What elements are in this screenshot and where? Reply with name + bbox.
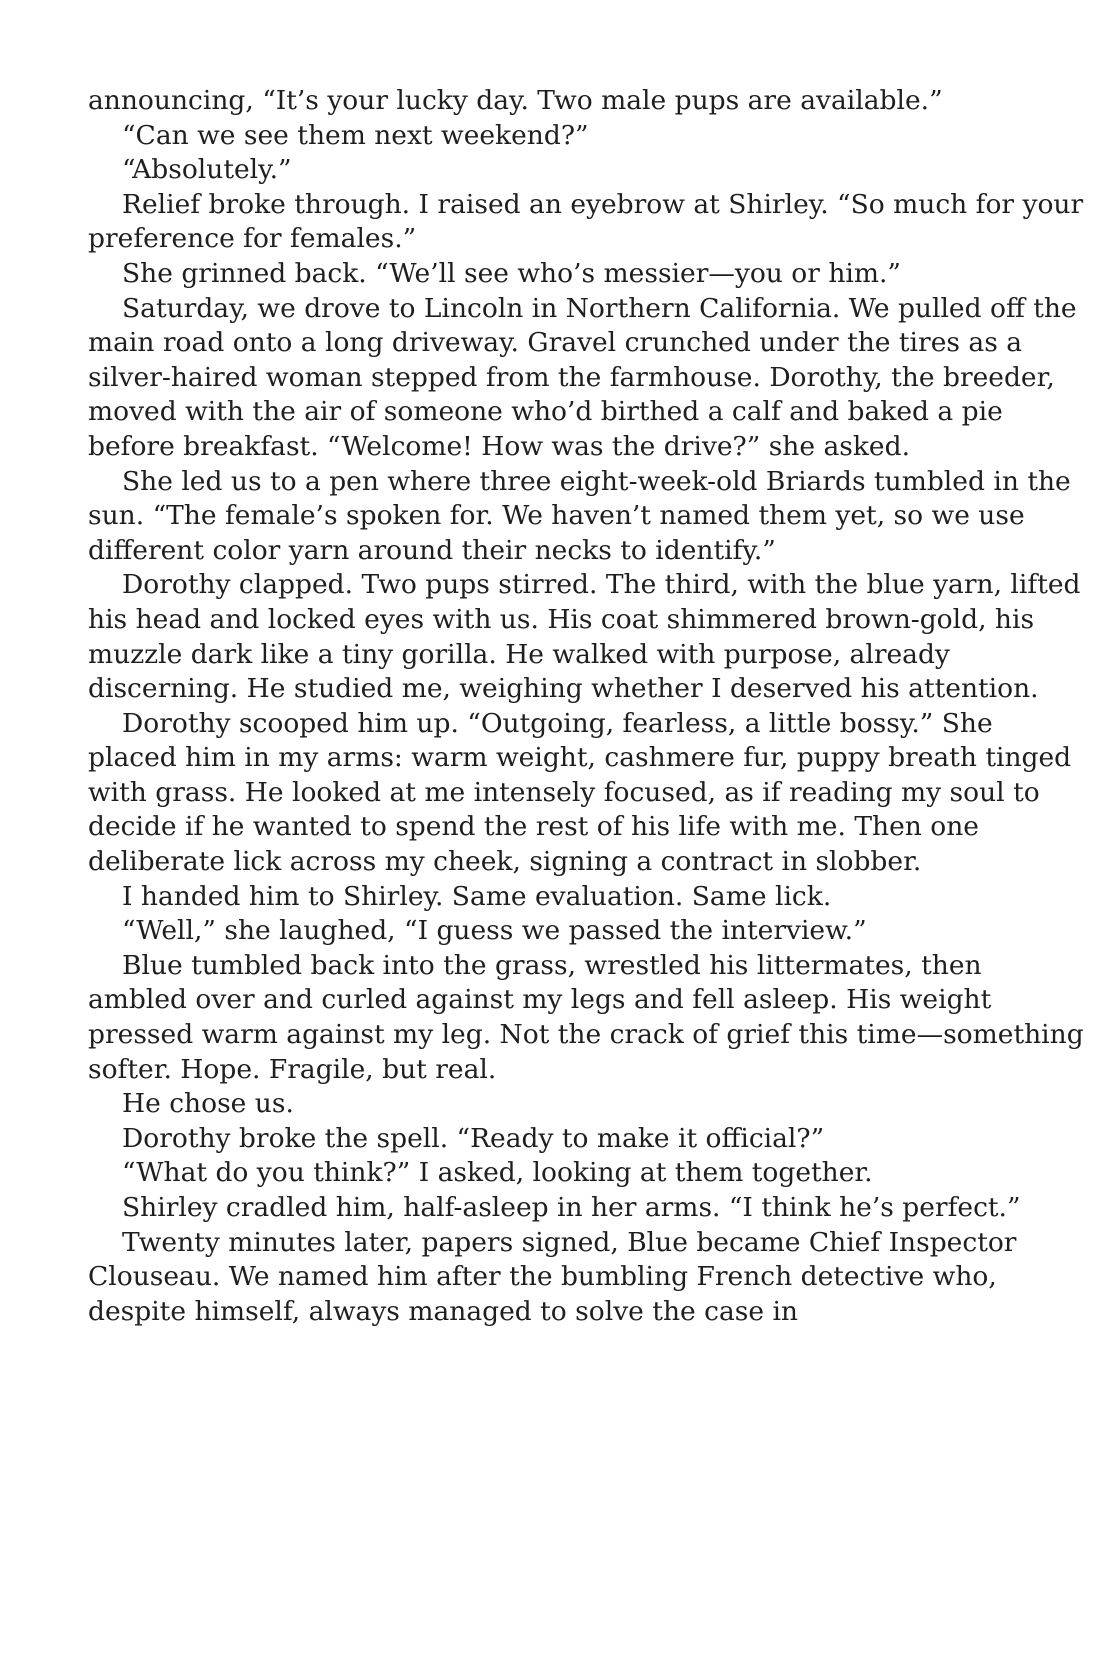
paragraph-7: She led us to a pen where three eight-week-old Briards tumbled in the sun. “The female’s spoken for. We haven’t named them yet, so we use different color yarn around their necks to identify.”: [88, 465, 1071, 566]
paragraph-13: He chose us.: [122, 1088, 294, 1120]
paragraph-8: Dorothy clapped. Two pups stirred. The third, with the blue yarn, lifted his head and locked eyes with us. His coat shimmered brown-gold, his muzzle dark like a tiny gorilla. He walked with purpose, already discerning. He studied me, weighing whether I deserved his attention.: [88, 569, 1081, 705]
paragraph-14: Dorothy broke the spell. “Ready to make it official?”: [122, 1122, 825, 1154]
paragraph-3: “Absolutely.”: [122, 154, 292, 186]
paragraph-4: Relief broke through. I raised an eyebrow at Shirley. “So much for your preference for females.”: [88, 188, 1084, 255]
paragraph-17: Twenty minutes later, papers signed, Blue became Chief Inspector Clouseau. We named him after the bumbling French detective who, despite himself, always managed to solve the case in: [88, 1226, 1017, 1327]
paragraph-11: “Well,” she laughed, “I guess we passed the interview.”: [122, 915, 867, 947]
paragraph-16: Shirley cradled him, half-asleep in her arms. “I think he’s perfect.”: [122, 1192, 1021, 1223]
paragraph-5: She grinned back. “We’ll see who’s messier—you or him.”: [122, 257, 901, 289]
paragraph-15: “What do you think?” I asked, looking at them together.: [122, 1157, 873, 1189]
book-page: [88, 84, 1088, 1329]
paragraph-1: announcing, “It’s your lucky day. Two male pups are available.”: [88, 85, 943, 116]
paragraph-10: I handed him to Shirley. Same evaluation. Same lick.: [122, 880, 832, 912]
paragraph-9: Dorothy scooped him up. “Outgoing, fearless, a little bossy.” She placed him in my arms: warm weight, cashmere fur, puppy breath tinged with grass. He looked at me intensely focused, as if reading my soul to decide if he wanted to spend the rest of his life with me. Then one deliberate lick across my cheek, signing a contract in slobber.: [88, 707, 1072, 878]
paragraph-12: Blue tumbled back into the grass, wrestled his littermates, then ambled over and curled against my legs and fell asleep. His weight pressed warm against my leg. Not the crack of grief this time—something softer. Hope. Fragile, but real.: [88, 949, 1084, 1085]
paragraph-2: “Can we see them next weekend?”: [122, 119, 589, 151]
paragraph-6: Saturday, we drove to Lincoln in Northern California. We pulled off the main road onto a long driveway. Gravel crunched under the tires as a silver-haired woman stepped from the farmhouse. Dorothy, the breeder, moved with the air of someone who’d birthed a calf and baked a pie before breakfast. “Welcome! How was the drive?” she asked.: [88, 292, 1077, 462]
